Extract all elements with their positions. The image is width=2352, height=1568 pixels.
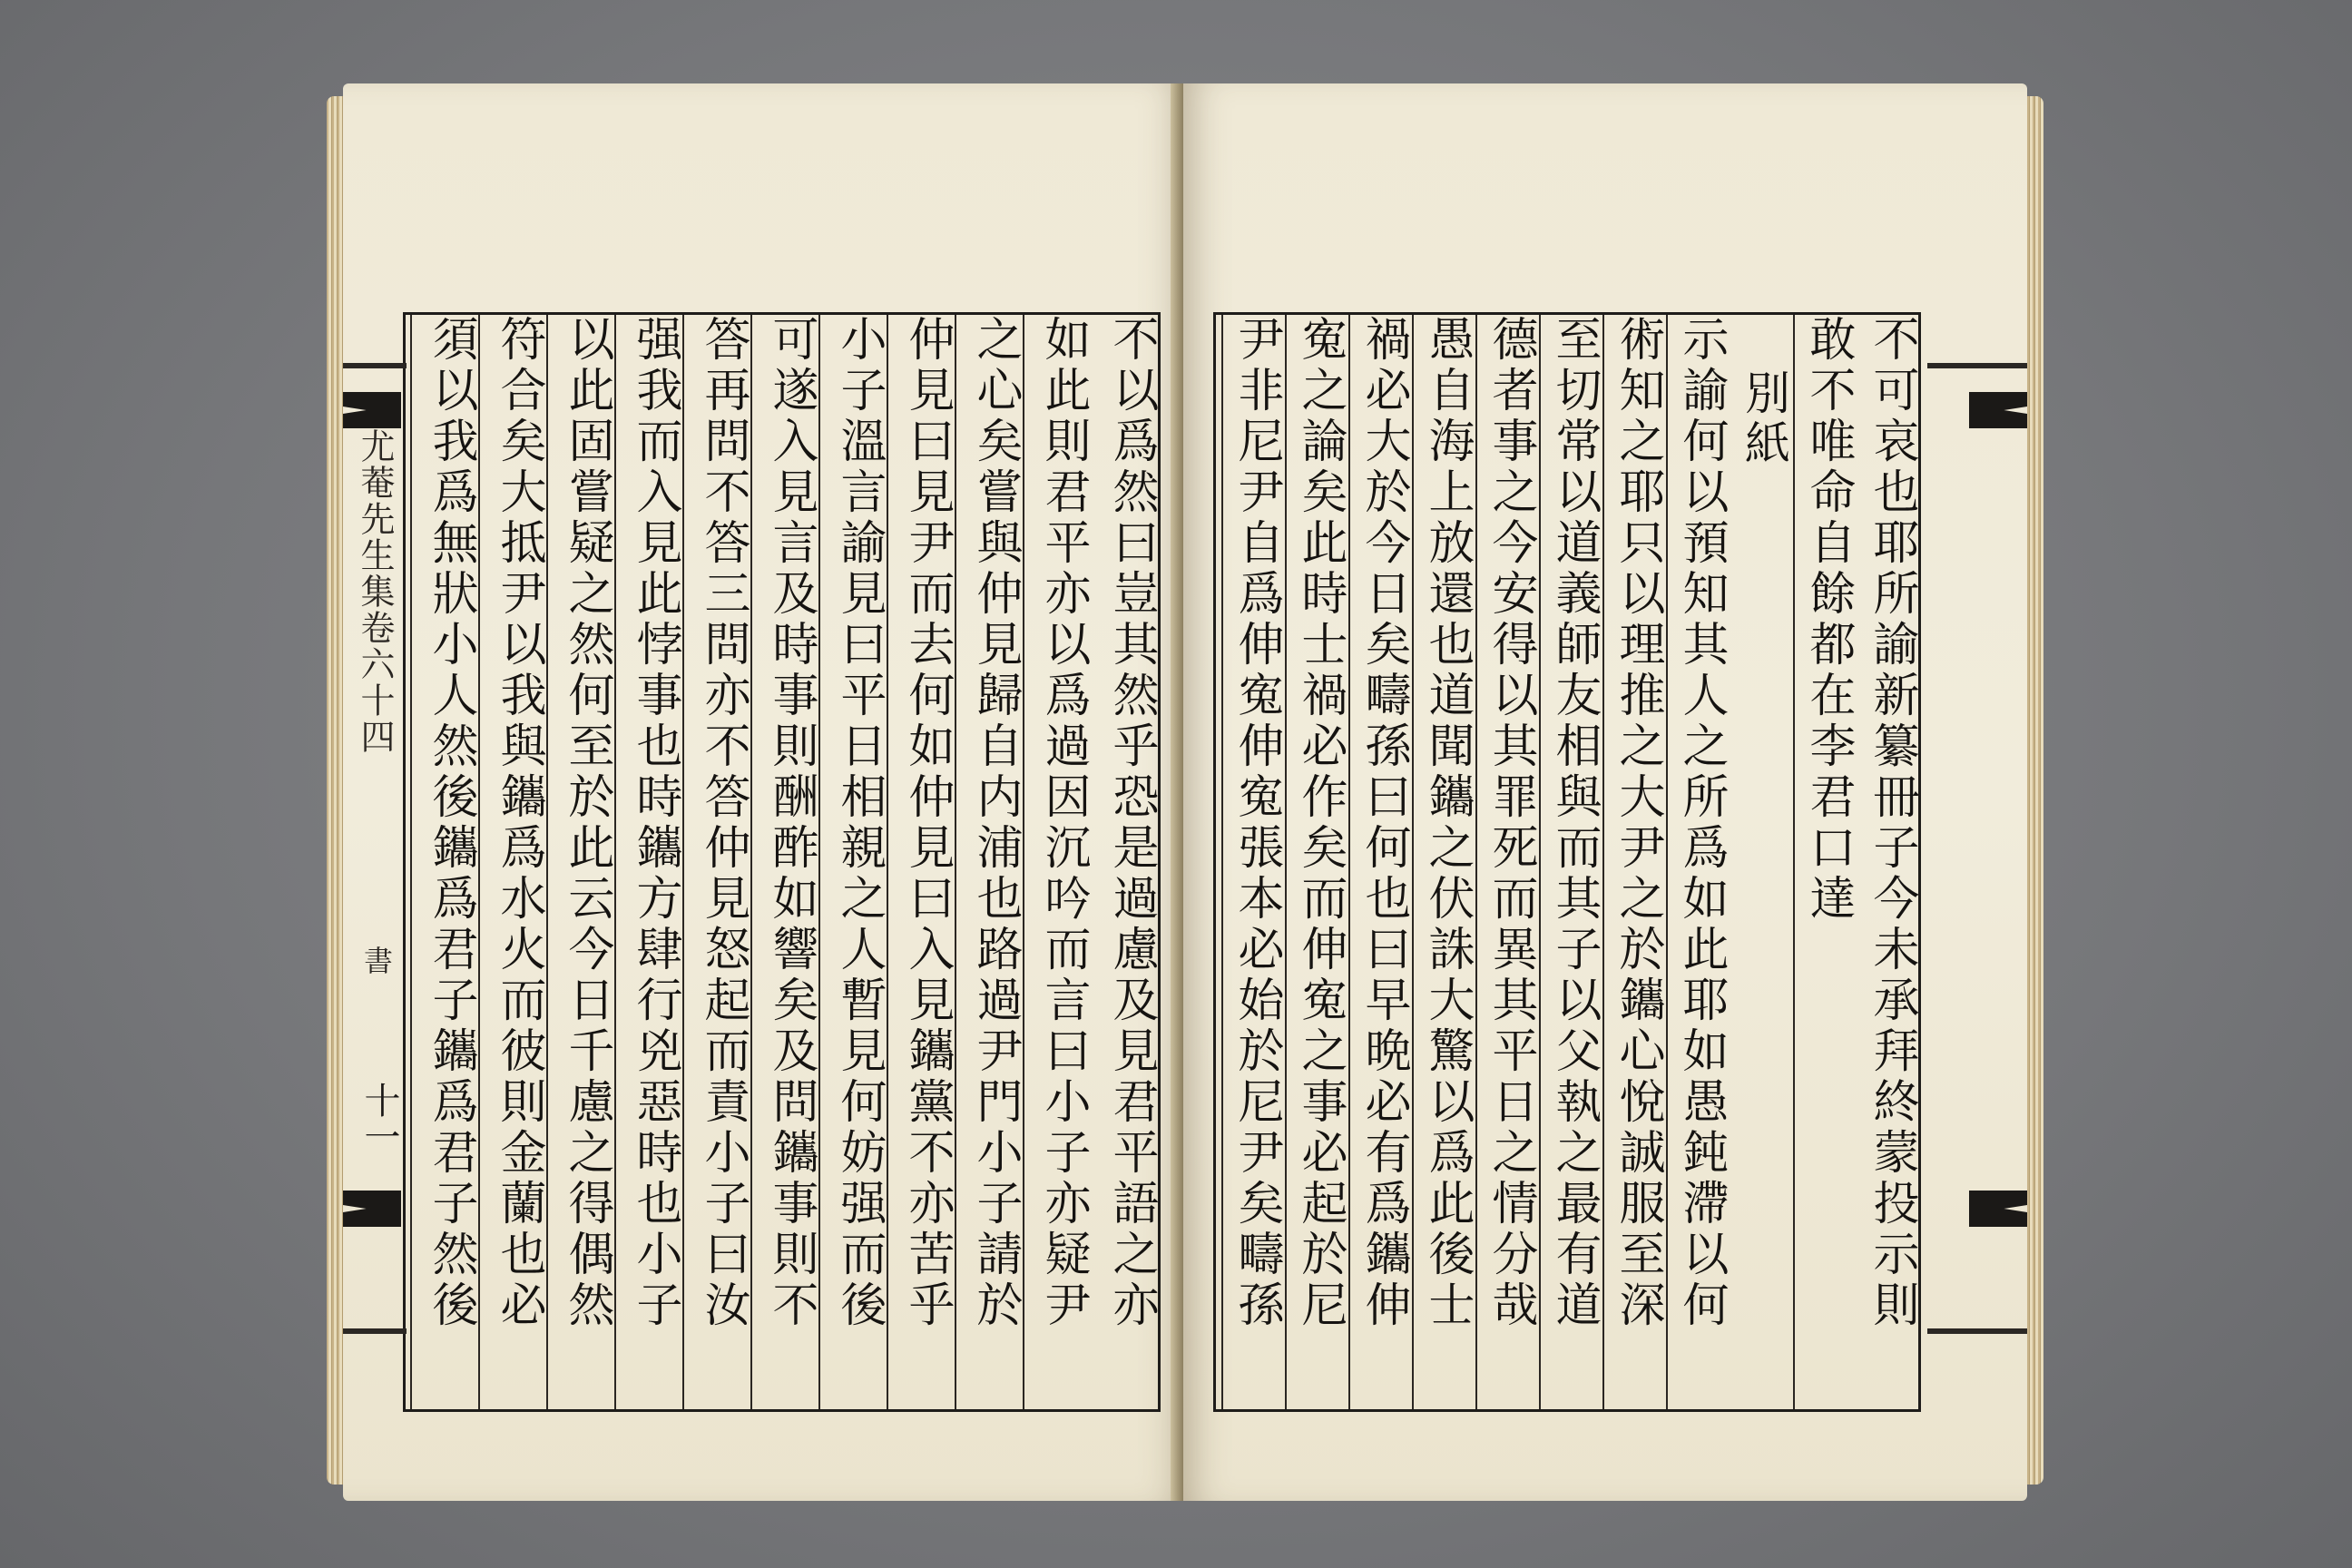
left-column-9: 以此固嘗疑之然何至於此云今日千慮之得偶然	[546, 315, 613, 1409]
right-column-2: 敢不唯命自餘都在李君口達	[1793, 315, 1855, 1409]
right-column-4: 示諭何以預知其人之所爲如此耶如愚鈍滯以何	[1666, 315, 1728, 1409]
left-page	[343, 83, 1187, 1501]
section-category: 書	[359, 946, 394, 975]
right-page	[1183, 83, 2027, 1501]
binding-thread	[1927, 363, 2027, 368]
page-number: 十一	[358, 1082, 400, 1154]
right-column-5: 術知之耶只以理推之大尹之於鑴心悅誠服至深	[1602, 315, 1664, 1409]
right-column-9: 禍必大於今日矣疇孫曰何也曰早晩必有爲鑴伸	[1348, 315, 1410, 1409]
binding-thread	[343, 363, 407, 368]
right-column-10: 寃之論矣此時士禍必作矣而伸寃之事必起於尼	[1285, 315, 1347, 1409]
binding-thread	[343, 1328, 407, 1334]
right-column-6: 至切常以道義師友相與而其子以父執之最有道	[1539, 315, 1601, 1409]
left-text-frame	[403, 312, 1161, 1412]
left-column-11: 須以我爲無狀小人然後鑴爲君子鑴爲君子然後	[410, 315, 477, 1409]
fishtail-mark-upper-right	[1969, 392, 2027, 428]
left-column-4: 仲見曰見尹而去何如仲見曰入見鑴黨不亦苦乎	[887, 315, 954, 1409]
book-title: 尤菴先生集卷六十四	[355, 428, 395, 755]
fishtail-mark-lower-right	[1969, 1191, 2027, 1227]
left-column-2: 如此則君平亦以爲過因沉吟而言曰小子亦疑尹	[1023, 315, 1090, 1409]
left-column-6: 可遂入見言及時事則酬酢如響矣及問鑴事則不	[750, 315, 818, 1409]
right-text-frame	[1213, 312, 1921, 1412]
left-column-3: 之心矣嘗與仲見歸自内浦也路過尹門小子請於	[955, 315, 1022, 1409]
left-column-10: 符合矣大抵尹以我與鑴爲水火而彼則金蘭也必	[478, 315, 545, 1409]
right-column-7: 德者事之今安得以其罪死而異其平日之情分哉	[1475, 315, 1537, 1409]
right-column-8: 愚自海上放還也道聞鑴之伏誅大驚以爲此後士	[1412, 315, 1474, 1409]
section-heading: 別紙	[1738, 369, 1790, 469]
left-column-5: 小子溫言諭見曰平日相親之人暫見何妨强而後	[818, 315, 886, 1409]
open-book	[327, 83, 2043, 1508]
right-column-11: 尹非尼尹自爲伸寃伸寃張本必始於尼尹矣疇孫	[1221, 315, 1283, 1409]
fishtail-mark-lower	[343, 1191, 401, 1227]
right-column-1: 不可哀也耶所諭新纂冊子今未承拜終蒙投示則	[1865, 315, 1918, 1331]
fishtail-mark-upper	[343, 392, 401, 428]
left-column-1: 不以爲然曰豈其然乎恐是過慮及見君平語之亦	[1104, 315, 1158, 1331]
left-page-margin	[343, 83, 403, 1501]
left-column-7: 答再問不答三問亦不答仲見怒起而責小子曰汝	[682, 315, 750, 1409]
binding-thread	[1927, 1328, 2027, 1334]
left-column-8: 强我而入見此悖事也時鑴方肆行兇惡時也小子	[614, 315, 681, 1409]
